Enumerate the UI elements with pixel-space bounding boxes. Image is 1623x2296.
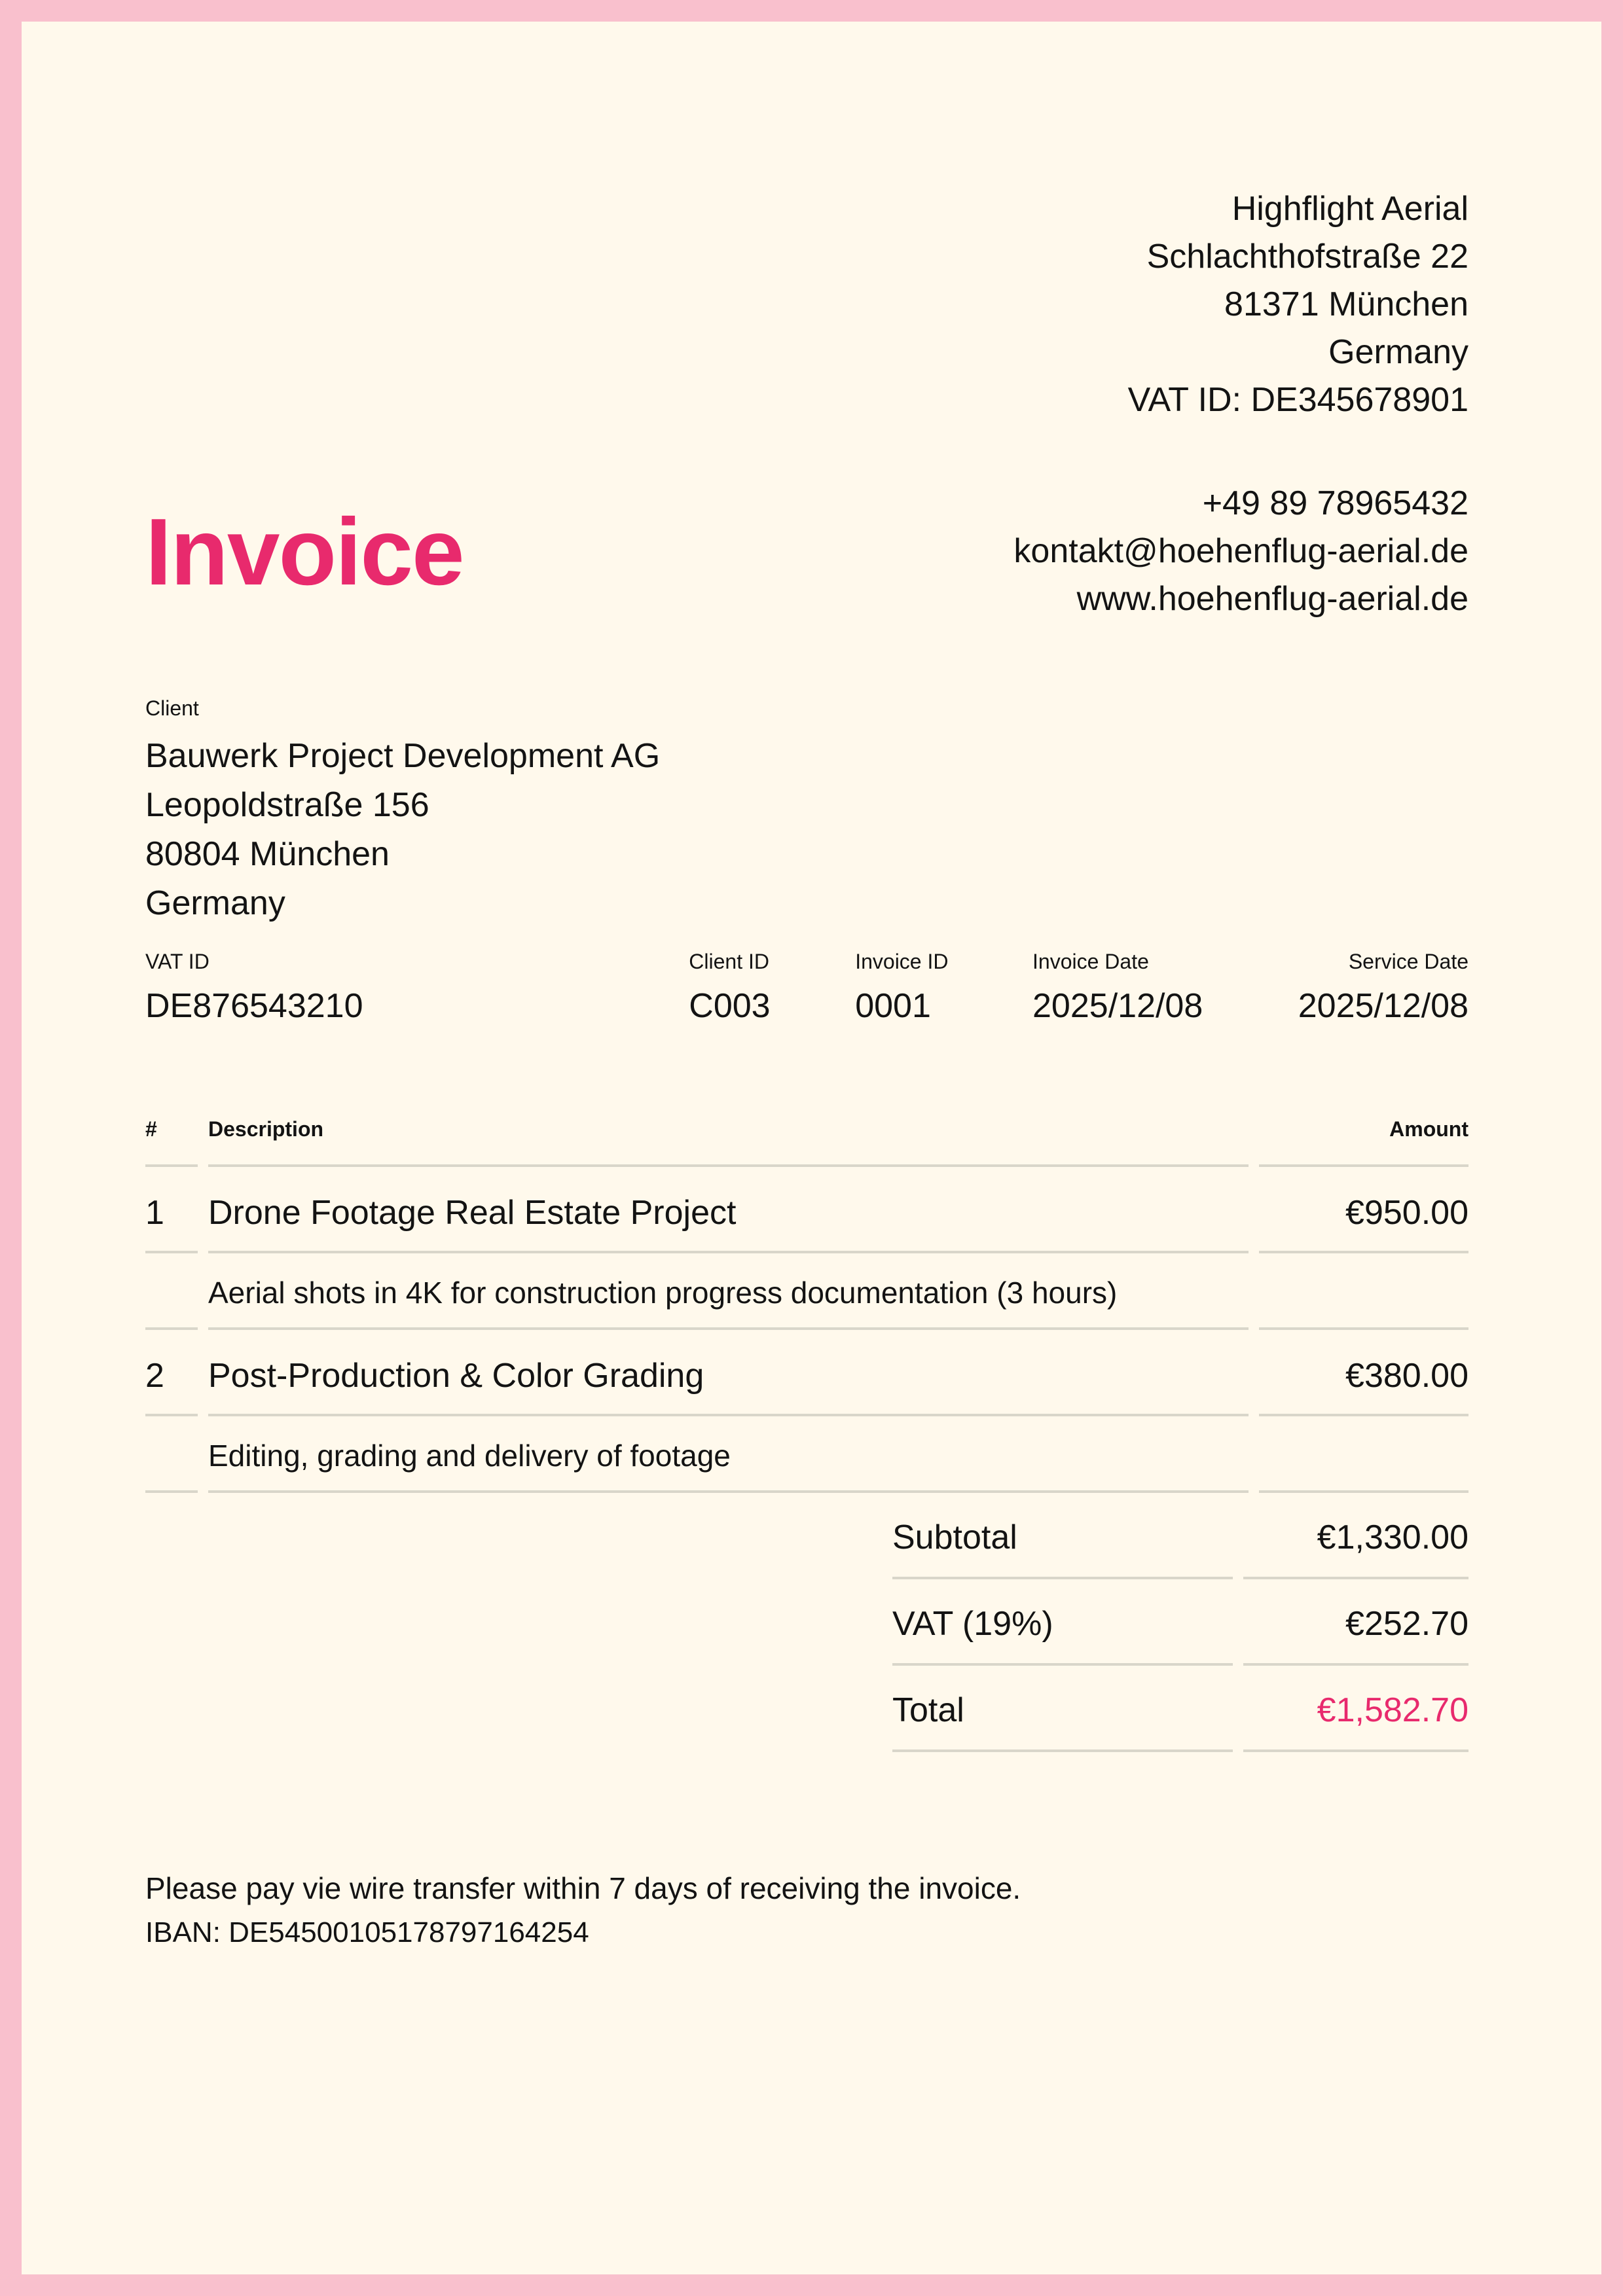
subtotal-row (892, 1493, 1468, 1579)
item-description-spacer (1259, 1416, 1468, 1493)
meta-label: VAT ID (145, 950, 210, 973)
column-header-description: Description (208, 1116, 1249, 1167)
item-amount: €380.00 (1259, 1330, 1468, 1416)
item-title: Drone Footage Real Estate Project (208, 1167, 1249, 1253)
meta-value: 0001 (855, 987, 931, 1025)
item-description-spacer (145, 1416, 198, 1493)
total-amount: €1,582.70 (1243, 1666, 1468, 1752)
meta-col-invoice-id (855, 948, 1032, 1026)
item-row (145, 1330, 1468, 1416)
meta-value: 2025/12/08 (1032, 987, 1203, 1025)
client-block (145, 732, 1468, 928)
column-header-number: # (145, 1116, 198, 1167)
item-number: 2 (145, 1330, 198, 1416)
item-amount: €950.00 (1259, 1167, 1468, 1253)
item-description: Editing, grading and delivery of footage (208, 1416, 1249, 1493)
payment-note: Please pay vie wire transfer within 7 days of receiving the invoice. (145, 1871, 1021, 1905)
item-description: Aerial shots in 4K for construction progress documentation (3 hours) (208, 1253, 1249, 1330)
meta-value: 2025/12/08 (1298, 987, 1468, 1025)
meta-label: Invoice Date (1032, 950, 1149, 973)
meta-col-invoice-date (1032, 948, 1298, 1026)
meta-label: Invoice ID (855, 950, 949, 973)
vat-row (892, 1579, 1468, 1666)
item-description-spacer (145, 1253, 198, 1330)
client-label: Client (145, 696, 199, 720)
client-address-line: Leopoldstraße 156 (145, 786, 429, 824)
item-description-spacer (1259, 1253, 1468, 1330)
company-website: www.hoehenflug-aerial.de (1076, 580, 1468, 618)
header-row (145, 480, 1468, 623)
client-name: Bauwerk Project Development AG (145, 737, 661, 775)
company-vat-id: VAT ID: DE345678901 (1127, 381, 1468, 419)
meta-col-service-date (1298, 948, 1468, 1026)
totals-table (882, 1493, 1479, 1752)
item-number: 1 (145, 1167, 198, 1253)
company-email: kontakt@hoehenflug-aerial.de (1013, 532, 1468, 570)
company-address-line: 81371 München (1224, 285, 1468, 323)
company-block (145, 185, 1468, 424)
subtotal-amount: €1,330.00 (1243, 1493, 1468, 1579)
column-header-amount: Amount (1259, 1116, 1468, 1167)
meta-col-vat-id (145, 948, 689, 1026)
meta-label: Service Date (1348, 950, 1468, 973)
invoice-sheet (22, 22, 1601, 2274)
meta-label: Client ID (689, 950, 769, 973)
invoice-meta-row (145, 948, 1468, 1026)
item-title: Post-Production & Color Grading (208, 1330, 1249, 1416)
meta-value: DE876543210 (145, 987, 363, 1025)
company-phone: +49 89 78965432 (1202, 484, 1468, 522)
total-row (892, 1666, 1468, 1752)
vat-label: VAT (19%) (892, 1579, 1233, 1666)
client-address-line: 80804 München (145, 835, 390, 873)
meta-value: C003 (689, 987, 771, 1025)
company-address-line: Germany (1328, 333, 1468, 371)
vat-amount: €252.70 (1243, 1579, 1468, 1666)
item-description-row (145, 1253, 1468, 1330)
items-table (135, 1116, 1479, 1493)
meta-col-client-id (689, 948, 855, 1026)
company-name: Highflight Aerial (1231, 190, 1468, 228)
page-title: Invoice (145, 499, 464, 605)
item-description-row (145, 1416, 1468, 1493)
subtotal-label: Subtotal (892, 1493, 1233, 1579)
contact-block (1013, 480, 1468, 623)
total-label: Total (892, 1666, 1233, 1752)
company-address-line: Schlachthofstraße 22 (1146, 238, 1468, 276)
client-address-line: Germany (145, 884, 285, 922)
iban-line: IBAN: DE54500105178797164254 (145, 1916, 589, 1948)
items-header-row (145, 1116, 1468, 1167)
item-row (145, 1167, 1468, 1253)
